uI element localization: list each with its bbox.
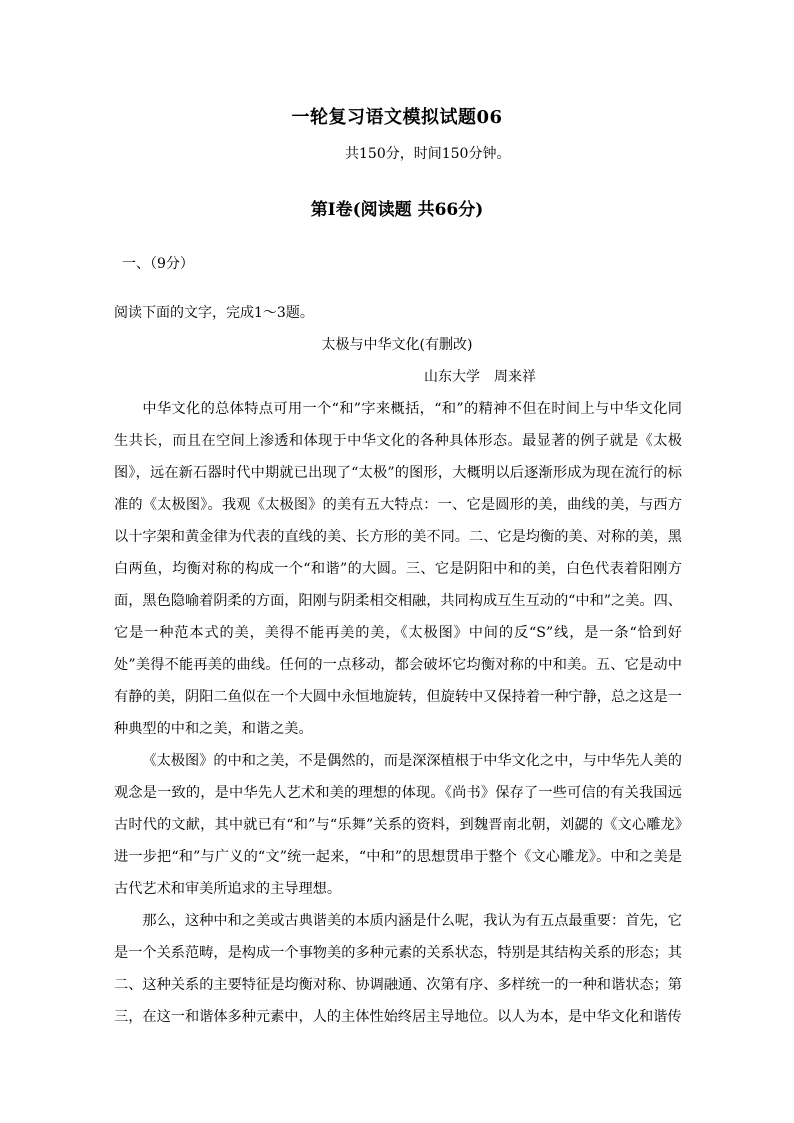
document-title: 一轮复习语文模拟试题06 (291, 107, 503, 128)
section-label: 一、（9分） (122, 256, 194, 272)
article-author: 山东大学 周来祥 (424, 369, 536, 385)
document-subtitle: 共150分，时间150分钟。 (345, 146, 511, 162)
reading-instruction: 阅读下面的文字，完成1～3题。 (114, 305, 314, 321)
article-paragraph: 中华文化的总体特点可用一个“和”字来概括，“和”的精神不但在时间上与中华文化同生共长，而且在空间上渗透和体现于中华文化的各种具体形态。最显著的例子就是《太极图》，远在新石器时代中期就已出现了“太极”的图形，大概明以后逐渐形成为现在流行的标准的《太极图》。我观《太极图》的美有五大特点：一、它是圆形的美，曲线的美，与西方以十字架和黄金律为代表的直线的美、长方形的美不同。二、它是均衡的美、对称的美，黑白两鱼，均衡对称的构成一个“和谐”的大圆。三、它是阴阳中和的美，白色代表着阳刚方面，黑色隐喻着阴柔的方面，阳刚与阴柔相交相融，共同构成互生互动的“中和”之美。四、它是一种范本式的美，美得不能再美的美，《太极图》中间的反“S”线，是一条“恰到好处”美得不能再美的曲线。任何的一点移动，都会破坏它均衡对称的中和美。五、它是动中有静的美，阴阳二鱼似在一个大圆中永恒地旋转，但旋转中又保持着一种宁静，总之这是一种典型的中和之美，和谐之美。 (114, 401, 682, 737)
part-heading: 第Ⅰ卷(阅读题 共66分) (310, 200, 484, 220)
article-paragraph: 那么，这种中和之美或古典谐美的本质内涵是什么呢，我认为有五点最重要：首先，它是一个关系范畴，是构成一个事物美的多种元素的关系状态，特别是其结构关系的形态；其二、这种关系的主要特征是均衡对称、协调融通、次第有序、多样统一的一种和谐状态；第三，在这一和谐体多种元素中，人的主体性始终居主导地位。以人为本，是中华文化和谐传 (114, 913, 682, 1025)
article-paragraph: 《太极图》的中和之美，不是偶然的，而是深深植根于中华文化之中，与中华先人美的观念是一致的，是中华先人艺术和美的理想的体现。《尚书》保存了一些可信的有关我国远古时代的文献，其中就已有“和”与“乐舞”关系的资料，到魏晋南北朝，刘勰的《文心雕龙》进一步把“和”与广义的“文”统一起来，“中和”的思想贯串于整个《文心雕龙》。中和之美是古代艺术和审美所追求的主导理想。 (114, 753, 682, 897)
article-title: 太极与中华文化(有删改) (321, 337, 473, 353)
article-body (114, 393, 682, 1033)
